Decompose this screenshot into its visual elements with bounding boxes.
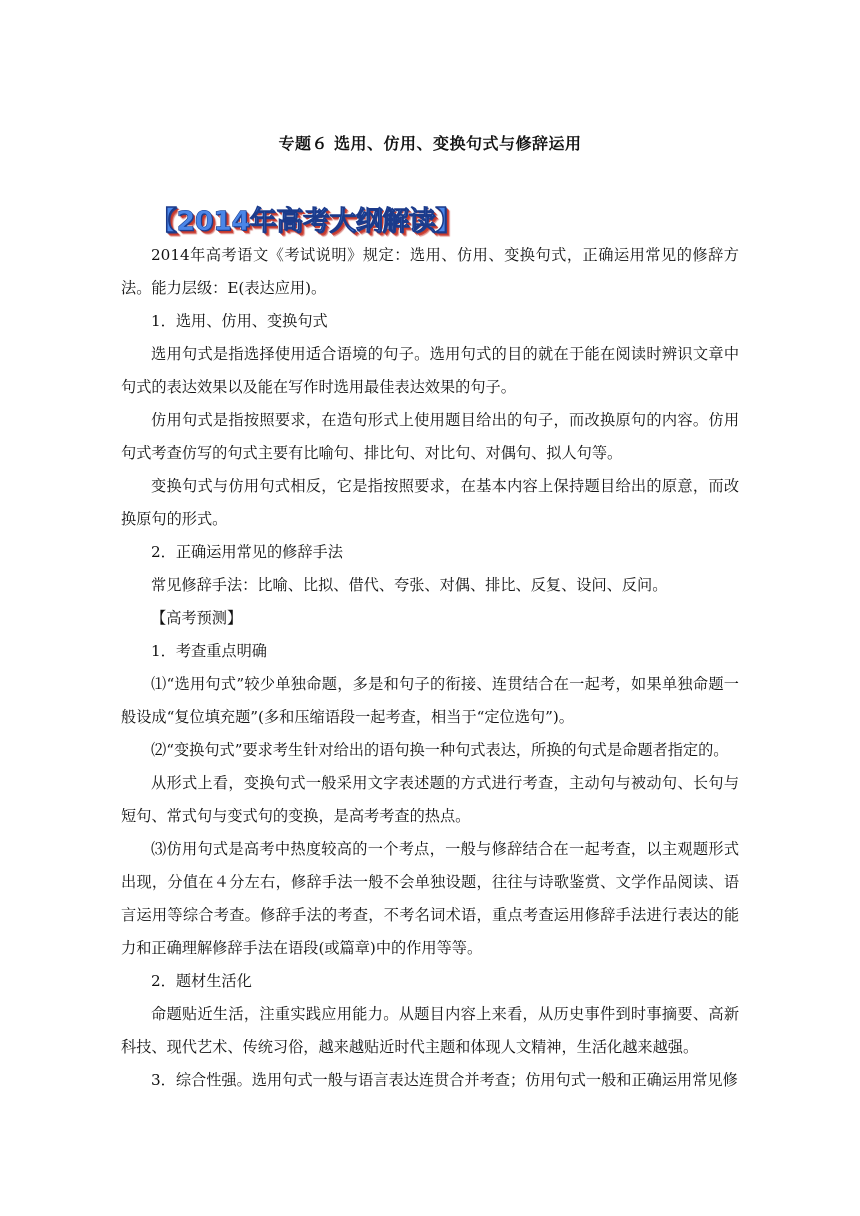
paragraph: 从形式上看，变换句式一般采用文字表述题的方式进行考查，主动句与被动句、长句与短句、常式句与变式句的变换，是高考考查的热点。	[121, 774, 739, 825]
paragraph: 3．综合性强。选用句式一般与语言表达连贯合并考查；仿用句式一般和正确运用常见修	[151, 1071, 738, 1089]
section-banner: 【2014年高考大纲解读】	[150, 206, 462, 237]
paragraph: ⑶仿用句式是高考中热度较高的一个考点，一般与修辞结合在一起考查，以主观题形式出现，分值在４分左右，修辞手法一般不会单独设题，往往与诗歌鉴赏、文学作品阅读、语言运用等综合考查。修辞手法的考查，不考名词术语，重点考查运用修辞手法进行表达的能力和正确理解修辞手法在语段(或篇章)中的作用等等。	[121, 840, 739, 957]
paragraph: 命题贴近生活，注重实践应用能力。从题目内容上来看，从历史事件到时事摘要、高新科技、现代艺术、传统习俗，越来越贴近时代主题和体现人文精神，生活化越来越强。	[121, 1005, 739, 1056]
paragraph: ⑵“变换句式”要求考生针对给出的语句换一种句式表达，所换的句式是命题者指定的。	[151, 741, 729, 759]
body-text	[121, 239, 739, 1097]
paragraph: ⑴“选用句式”较少单独命题，多是和句子的衔接、连贯结合在一起考，如果单独命题一般设成“复位填充题”(多和压缩语段一起考查，相当于“定位选句”)。	[121, 675, 739, 726]
paragraph: 选用句式是指选择使用适合语境的句子。选用句式的目的就在于能在阅读时辨识文章中句式的表达效果以及能在写作时选用最佳表达效果的句子。	[121, 345, 739, 396]
paragraph: 1．选用、仿用、变换句式	[151, 312, 328, 330]
paragraph: 仿用句式是指按照要求，在造句形式上使用题目给出的句子，而改换原句的内容。仿用句式考查仿写的句式主要有比喻句、排比句、对比句、对偶句、拟人句等。	[121, 411, 739, 462]
paragraph: 常见修辞手法：比喻、比拟、借代、夸张、对偶、排比、反复、设问、反问。	[151, 576, 668, 594]
paragraph: 【高考预测】	[151, 609, 243, 627]
paragraph: 2．正确运用常见的修辞手法	[151, 543, 343, 561]
paragraph: 2．题材生活化	[151, 972, 252, 990]
paragraph: 变换句式与仿用句式相反，它是指按照要求，在基本内容上保持题目给出的原意，而改换原句的形式。	[121, 477, 739, 528]
paragraph: 2014年高考语文《考试说明》规定：选用、仿用、变换句式，正确运用常见的修辞方法。能力层级：E(表达应用)。	[121, 246, 739, 297]
page-title: 专题６ 选用、仿用、变换句式与修辞运用	[278, 134, 582, 153]
paragraph: 1．考查重点明确	[151, 642, 267, 660]
